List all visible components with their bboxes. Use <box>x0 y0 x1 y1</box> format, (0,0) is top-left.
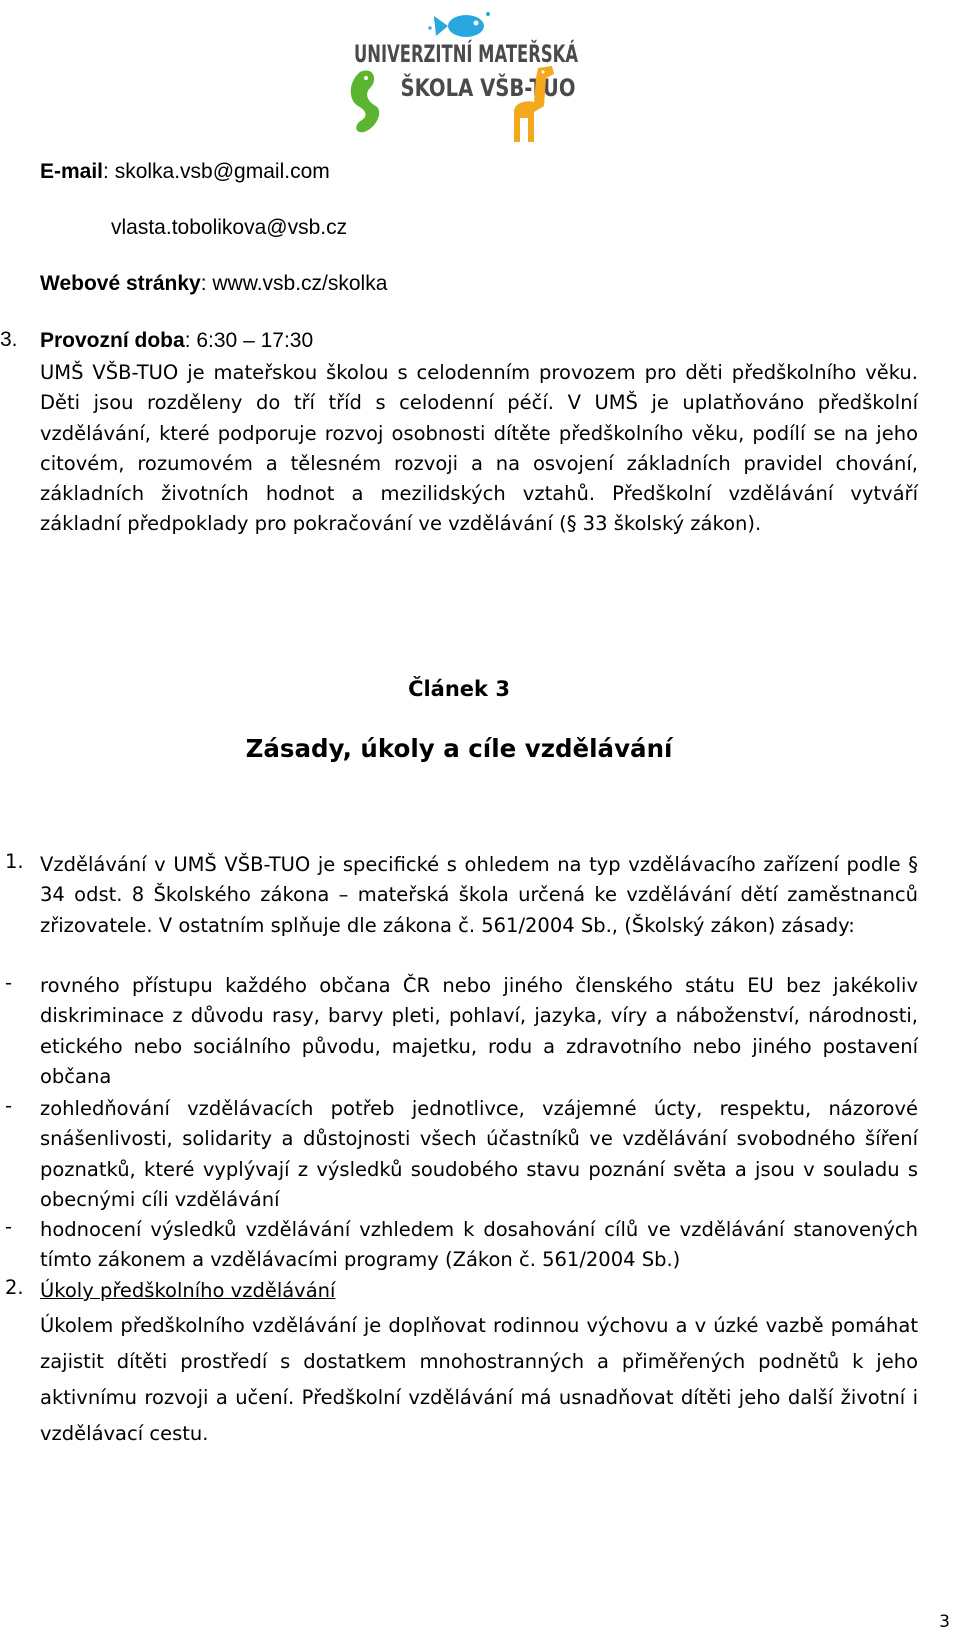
web-label: Webové stránky <box>40 272 201 295</box>
logo-line-1: UNIVERZITNÍ MATEŘSKÁ <box>354 40 683 68</box>
page-number: 3 <box>939 1612 950 1632</box>
section-3-text-a: UMŠ VŠB-TUO je mateřskou školou s celodenním provozem pro děti předškolního věku. Děti jsou rozděleny do tří tříd s celodenní péčí. <box>40 361 918 415</box>
email-address-2[interactable]: vlasta.tobolikova@vsb.cz <box>111 216 348 239</box>
section-3-paragraph <box>40 358 918 540</box>
article-number: Článek 3 <box>408 677 510 701</box>
point-2-title: Úkoly předškolního vzdělávání <box>40 1279 336 1302</box>
bullet-1-marker: - <box>5 971 13 994</box>
email-label: E-mail <box>40 160 104 183</box>
fish-icon <box>428 12 490 37</box>
hours-line <box>40 328 313 354</box>
logo-line-2: ŠKOLA VŠB-TUO <box>400 74 615 102</box>
bullet-3-text: hodnocení výsledků vzdělávání vzhledem k dosahování cílů ve vzdělávání stanovených tímto zákonem a vzdělávacími programy (Zákon č. 561/2004 Sb.) <box>40 1218 918 1272</box>
email-line <box>40 159 330 185</box>
email-colon: : <box>103 160 115 183</box>
web-colon: : <box>200 272 213 295</box>
web-address[interactable]: www.vsb.cz/skolka <box>212 272 388 295</box>
bullet-2-marker: - <box>5 1094 13 1117</box>
logo-graphic <box>338 6 683 146</box>
point-2-text: Úkolem předškolního vzdělávání je doplňovat rodinnou výchovu a v úzké vazbě pomáhat zajistit dítěti prostředí s dostatkem mnohostranných a přiměřených podnětů k jeho aktivnímu rozvoji a učení. Předškolní vzdělávání má usnadňovat dítěti jeho další životní i vzdělávací cestu. <box>40 1314 918 1445</box>
seahorse-icon <box>351 71 379 133</box>
point-1-number: 1. <box>5 850 24 873</box>
hours-colon: : <box>184 329 197 352</box>
section-3-number: 3. <box>0 328 18 351</box>
email-line-2 <box>111 215 347 241</box>
school-logo <box>338 6 683 146</box>
bullet-1-text: rovného přístupu každého občana ČR nebo jiného členského státu EU bez jakékoliv diskriminace z důvodu rasy, barvy pleti, pohlaví, jazyka, víry a náboženství, národnosti, etického nebo sociálního původu, majetku, rodu a zdravotního nebo jiného postavení občana <box>40 974 918 1088</box>
bullet-3-marker: - <box>5 1215 13 1238</box>
bullet-2-text: zohledňování vzdělávacích potřeb jednotlivce, vzájemné úcty, respektu, názorové snášenlivosti, solidarity a důstojnosti všech účastníků ve vzdělávání svobodného šíření poznatků, které vyplývají z výsledků soudobého stavu poznání světa a jsou v souladu s obecnými cíli vzdělávání <box>40 1097 918 1211</box>
point-1-text: Vzdělávání v UMŠ VŠB-TUO je specifické s ohledem na typ vzdělávacího zařízení podle § 34 odst. 8 Školského zákona – mateřská škola určená ke vzdělávání dětí zaměstnanců zřizovatele. V ostatním splňuje dle zákona č. 561/2004 Sb., (Školský zákon) zásady: <box>40 853 918 937</box>
hours-value: 6:30 – 17:30 <box>196 329 314 352</box>
hours-label: Provozní doba <box>40 329 185 352</box>
article-title: Zásady, úkoly a cíle vzdělávání <box>245 734 673 763</box>
point-2-number: 2. <box>5 1276 24 1299</box>
web-line <box>40 271 387 297</box>
email-address-1[interactable]: skolka.vsb@gmail.com <box>114 160 330 183</box>
section-3-text-b: V UMŠ je uplatňováno předškolní vzdělávání, které podporuje rozvoj osobnosti dítěte předškolního věku, podílí se na jeho citovém, rozumovém a tělesném rozvoji a na osvojení základních pravidel chování, základních životních hodnot a mezilidských vztahů. Předškolní vzdělávání vytváří základní předpoklady pro pokračování ve vzdělávání (§ 33 školský zákon). <box>40 391 918 536</box>
